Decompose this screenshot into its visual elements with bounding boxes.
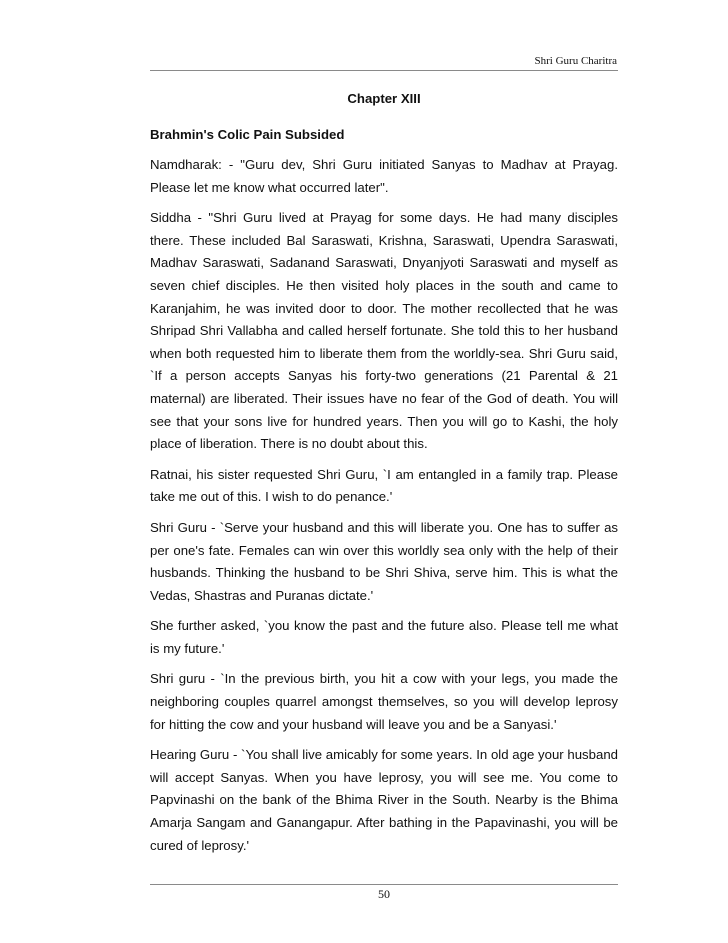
- paragraph: Shri Guru - `Serve your husband and this will liberate you. One has to suffer as per one's fate. Females can win over this worldly sea only with the help of their husbands. Thinking the husband to be Shri Shiva, serve him. This is what the Vedas, Shastras and Puranas dictate.': [150, 519, 618, 603]
- paragraph: Shri guru - `In the previous birth, you hit a cow with your legs, you made the neighboring couples quarrel amongst themselves, so you will develop leprosy for hitting the cow and your husband will leave you and be a Sanyasi.': [150, 671, 618, 732]
- chapter-title: Chapter XIII: [347, 91, 421, 106]
- header-rule: [150, 70, 618, 71]
- running-header-title: Shri Guru Charitra: [534, 55, 617, 67]
- paragraph: She further asked, `you know the past and the future also. Please tell me what is my future.': [150, 618, 618, 656]
- paragraph: Ratnai, his sister requested Shri Guru, `I am entangled in a family trap. Please take me out of this. I wish to do penance.': [150, 466, 618, 505]
- section-title: Brahmin's Colic Pain Subsided: [150, 127, 345, 142]
- page-number: 50: [378, 887, 390, 901]
- paragraph: Siddha - "Shri Guru lived at Prayag for some days. He had many disciples there. These included Bal Saraswati, Krishna, Saraswati, Upendra Saraswati, Madhav Saraswati, Sadanand Saraswati, Dnyanjyoti Saraswati and myself as seven chief disciples. He then visited holy places in the south and came to Karanjahim, he was invited door to door. The mother recollected that he was Shripad Shri Vallabha and called herself fortunate. She told this to her husband when both requested him to liberate them from the worldly-sea. Shri Guru said, `If a person accepts Sanyas his forty-two generations (21 Parental & 21 maternal) are liberated. Their issues have no fear of the God of death. You will see that your sons live for hundred years. Then you will go to Kashi, the holy place of liberation. There is no doubt about this.: [150, 210, 618, 452]
- page-content: [150, 88, 618, 865]
- paragraph: Namdharak: - "Guru dev, Shri Guru initiated Sanyas to Madhav at Prayag. Please let me know what occurred later".: [150, 157, 618, 195]
- footer-rule: [150, 884, 618, 885]
- paragraph: Hearing Guru - `You shall live amicably for some years. In old age your husband will accept Sanyas. When you have leprosy, you will see me. You come to Papvinashi on the bank of the Bhima River in the South. Nearby is the Bhima Amarja Sangam and Ganangapur. After bathing in the Papavinashi, you will be cured of leprosy.': [150, 747, 618, 853]
